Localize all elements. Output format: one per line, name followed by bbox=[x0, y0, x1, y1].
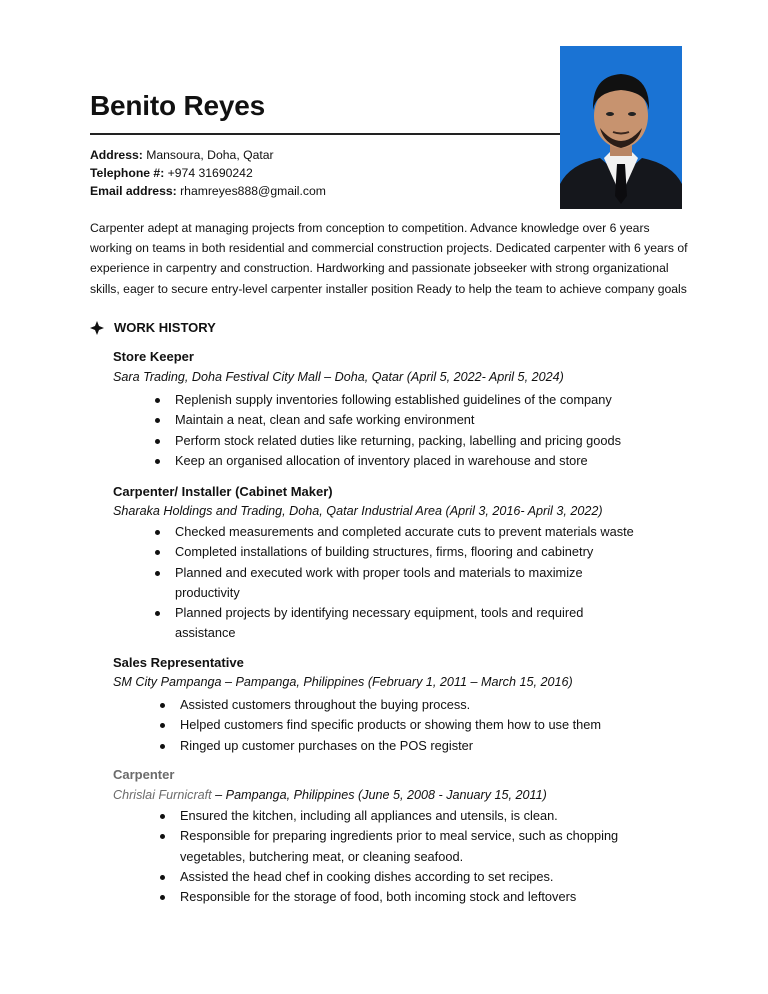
list-item bbox=[155, 563, 625, 604]
bullet-dot-icon bbox=[155, 398, 160, 403]
bullet-dot-icon bbox=[160, 723, 165, 728]
job-title: Store Keeper bbox=[113, 349, 194, 364]
list-item bbox=[160, 806, 680, 826]
bullet-text: Responsible for the storage of food, both incoming stock and leftovers bbox=[180, 889, 577, 905]
bullet-dot-icon bbox=[160, 744, 165, 749]
work-history-label: WORK HISTORY bbox=[114, 320, 216, 335]
bullet-dot-icon bbox=[160, 875, 165, 880]
list-item bbox=[160, 826, 670, 867]
job-subtitle: SM City Pampanga – Pampanga, Philippines (February 1, 2011 – March 15, 2016) bbox=[113, 675, 573, 689]
list-item bbox=[160, 867, 680, 887]
email-line bbox=[90, 182, 326, 200]
professional-summary: Carpenter adept at managing projects from conception to competition. Advance knowledge over 6 years working on teams in both residential and commercial construction projects. Dedicated carpenter with 6 years of experience in carpentry and construction. Hardworking and passionate jobseeker with strong organizational skills, eager to secure entry-level carpenter installer position Ready to help the team to achieve company goals bbox=[90, 221, 688, 296]
address-value: Mansoura, Doha, Qatar bbox=[146, 148, 274, 162]
list-item bbox=[160, 715, 680, 735]
list-item bbox=[160, 695, 680, 715]
job-title: Carpenter bbox=[113, 767, 175, 782]
telephone-label: Telephone #: bbox=[90, 166, 165, 181]
bullet-dot-icon bbox=[155, 550, 160, 555]
job-bullets bbox=[155, 390, 675, 471]
profile-photo bbox=[560, 46, 682, 209]
bullet-text: Helped customers find specific products or showing them how to use them bbox=[180, 717, 602, 733]
work-history-heading bbox=[90, 320, 216, 335]
email-value[interactable]: rhamreyes888@gmail.com bbox=[180, 184, 326, 199]
bullet-text: Maintain a neat, clean and safe working environment bbox=[175, 412, 475, 428]
diamond-bullet-icon bbox=[90, 321, 104, 335]
job-company: Chrislai Furnicraft bbox=[113, 788, 212, 802]
bullet-text: Assisted customers throughout the buying process. bbox=[180, 697, 471, 712]
bullet-dot-icon bbox=[155, 571, 160, 576]
header-divider bbox=[90, 133, 560, 135]
list-item bbox=[160, 887, 680, 907]
bullet-dot-icon bbox=[155, 611, 160, 616]
list-item bbox=[155, 390, 675, 410]
bullet-text: Assisted the head chef in cooking dishes according to set recipes. bbox=[180, 868, 554, 884]
email-label: Email address: bbox=[90, 184, 177, 199]
list-item bbox=[155, 542, 675, 562]
bullet-text: Keep an organised allocation of inventory placed in warehouse and store bbox=[175, 452, 588, 468]
bullet-text: Planned and executed work with proper tools and materials to maximize productivity bbox=[175, 564, 583, 600]
candidate-name: Benito Reyes bbox=[90, 90, 265, 121]
bullet-dot-icon bbox=[155, 439, 160, 444]
bullet-text: Perform stock related duties like returning, packing, labelling and pricing goods bbox=[175, 432, 622, 448]
job-title: Sales Representative bbox=[113, 655, 244, 670]
address-line bbox=[90, 146, 326, 164]
bullet-dot-icon bbox=[155, 418, 160, 423]
bullet-text: Ringed up customer purchases on the POS register bbox=[180, 737, 474, 753]
job-bullets bbox=[155, 522, 675, 644]
list-item bbox=[160, 736, 680, 756]
list-item bbox=[155, 451, 675, 471]
job-subtitle: Sharaka Holdings and Trading, Doha, Qatar Industrial Area (April 3, 2016- April 3, 2022) bbox=[113, 504, 603, 518]
job-bullets bbox=[160, 806, 680, 907]
bullet-text: Checked measurements and completed accurate cuts to prevent materials waste bbox=[175, 524, 634, 539]
contact-info bbox=[90, 146, 326, 201]
telephone-line bbox=[90, 164, 326, 182]
job-bullets bbox=[160, 695, 680, 756]
list-item bbox=[155, 431, 675, 451]
bullet-text: Ensured the kitchen, including all appliances and utensils, is clean. bbox=[180, 808, 558, 823]
address-label: Address: bbox=[90, 148, 143, 162]
bullet-dot-icon bbox=[160, 895, 165, 900]
bullet-dot-icon bbox=[160, 814, 165, 819]
list-item bbox=[155, 603, 625, 644]
job-location-dates: – Pampanga, Philippines (June 5, 2008 - January 15, 2011) bbox=[211, 788, 547, 802]
bullet-dot-icon bbox=[160, 703, 165, 708]
job-subtitle: Sara Trading, Doha Festival City Mall – Doha, Qatar (April 5, 2022- April 5, 2024) bbox=[113, 370, 564, 384]
telephone-value: +974 31690242 bbox=[167, 166, 253, 181]
profile-photo-icon bbox=[560, 46, 682, 209]
bullet-text: Completed installations of building structures, firms, flooring and cabinetry bbox=[175, 544, 594, 560]
bullet-text: Responsible for preparing ingredients prior to meal service, such as chopping vegetables, butchering meat, or cleaning seafood. bbox=[180, 828, 619, 864]
bullet-text: Replenish supply inventories following established guidelines of the company bbox=[175, 392, 612, 407]
job-title: Carpenter/ Installer (Cabinet Maker) bbox=[113, 484, 333, 499]
bullet-dot-icon bbox=[160, 834, 165, 839]
bullet-dot-icon bbox=[155, 459, 160, 464]
list-item bbox=[155, 410, 675, 430]
bullet-dot-icon bbox=[155, 530, 160, 535]
job-subtitle bbox=[113, 788, 547, 802]
bullet-text: Planned projects by identifying necessary equipment, tools and required assistance bbox=[175, 605, 584, 641]
list-item bbox=[155, 522, 675, 542]
